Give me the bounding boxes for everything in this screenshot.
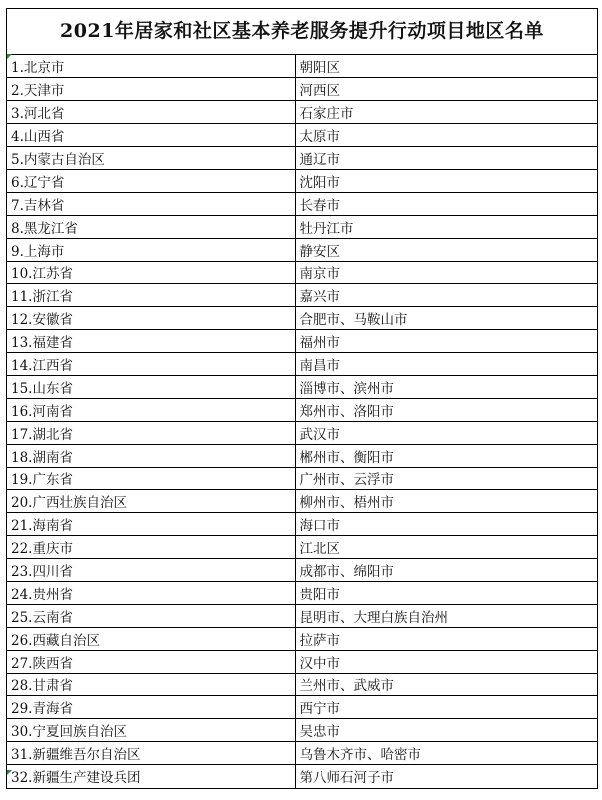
- table-row: [7, 169, 597, 192]
- table-row: [7, 307, 597, 330]
- table-row: [7, 581, 597, 604]
- city-cell: 广州市、云浮市: [295, 467, 597, 490]
- province-cell: 5.内蒙古自治区: [7, 147, 295, 170]
- table-row: [7, 650, 597, 673]
- province-cell: 15.山东省: [7, 375, 295, 398]
- province-cell: 26.西藏自治区: [7, 627, 295, 650]
- table-row: [7, 719, 597, 742]
- table-row: [7, 604, 597, 627]
- city-cell: 西宁市: [295, 696, 597, 719]
- city-cell: 柳州市、梧州市: [295, 490, 597, 513]
- table-row: [7, 559, 597, 582]
- city-cell: 通辽市: [295, 147, 597, 170]
- province-cell: 21.海南省: [7, 513, 295, 536]
- city-cell: 郑州市、洛阳市: [295, 398, 597, 421]
- table-row: [7, 238, 597, 261]
- city-cell: 江北区: [295, 536, 597, 559]
- province-cell: 16.河南省: [7, 398, 295, 421]
- table-row: [7, 261, 597, 284]
- city-cell: 乌鲁木齐市、哈密市: [295, 742, 597, 765]
- province-cell: 10.江苏省: [7, 261, 295, 284]
- table-row: [7, 192, 597, 215]
- table-row: [7, 398, 597, 421]
- table-row: [7, 513, 597, 536]
- province-cell: 31.新疆维吾尔自治区: [7, 742, 295, 765]
- province-cell: 30.宁夏回族自治区: [7, 719, 295, 742]
- province-cell: 4.山西省: [7, 124, 295, 147]
- city-cell: 郴州市、衡阳市: [295, 444, 597, 467]
- table-row: [7, 330, 597, 353]
- province-cell: 19.广东省: [7, 467, 295, 490]
- table-row: [7, 421, 597, 444]
- city-cell: 南京市: [295, 261, 597, 284]
- city-cell: 福州市: [295, 330, 597, 353]
- province-cell: 27.陕西省: [7, 650, 295, 673]
- city-cell: 南昌市: [295, 353, 597, 376]
- city-cell: 成都市、绵阳市: [295, 559, 597, 582]
- city-cell: 石家庄市: [295, 101, 597, 124]
- city-cell: 嘉兴市: [295, 284, 597, 307]
- province-cell: 14.江西省: [7, 353, 295, 376]
- province-cell: 11.浙江省: [7, 284, 295, 307]
- table-row: [7, 101, 597, 124]
- province-cell: 32.新疆生产建设兵团: [7, 765, 295, 788]
- city-cell: 朝阳区: [299, 60, 340, 77]
- city-cell: 河西区: [295, 78, 597, 101]
- document-sheet: [6, 8, 598, 789]
- table-row: [7, 536, 597, 559]
- province-cell: 12.安徽省: [7, 307, 295, 330]
- province-cell: 22.重庆市: [7, 536, 295, 559]
- province-cell: 20.广西壮族自治区: [7, 490, 295, 513]
- province-cell: 25.云南省: [7, 604, 295, 627]
- province-cell: 23.四川省: [7, 559, 295, 582]
- city-cell: 合肥市、马鞍山市: [295, 307, 597, 330]
- city-cell: 昆明市、大理白族自治州: [295, 604, 597, 627]
- province-cell: 13.福建省: [7, 330, 295, 353]
- city-cell: 淄博市、滨州市: [295, 375, 597, 398]
- city-cell: 汉中市: [295, 650, 597, 673]
- city-cell: 吴忠市: [295, 719, 597, 742]
- table-row: [7, 444, 597, 467]
- city-cell: 兰州市、武威市: [295, 673, 597, 696]
- table-row: [7, 284, 597, 307]
- city-cell: 拉萨市: [295, 627, 597, 650]
- province-cell: 1.北京市: [7, 55, 295, 78]
- city-cell: 沈阳市: [295, 169, 597, 192]
- region-table-body: [7, 55, 597, 788]
- region-table: [7, 55, 597, 788]
- cell-marker-icon: [7, 770, 12, 775]
- table-row: [7, 490, 597, 513]
- province-cell: 17.湖北省: [7, 421, 295, 444]
- table-row: [7, 467, 597, 490]
- city-cell: 贵阳市: [295, 581, 597, 604]
- city-cell: 海口市: [295, 513, 597, 536]
- table-row: [7, 215, 597, 238]
- document-title: 2021年居家和社区基本养老服务提升行动项目地区名单: [7, 9, 597, 55]
- table-row: [7, 78, 597, 101]
- province-cell: 8.黑龙江省: [7, 215, 295, 238]
- table-row: [7, 55, 597, 78]
- province-cell: 3.河北省: [7, 101, 295, 124]
- city-cell: 太原市: [295, 124, 597, 147]
- province-cell: 2.天津市: [7, 78, 295, 101]
- table-row: [7, 765, 597, 788]
- cell-marker-icon: [7, 54, 12, 59]
- table-row: [7, 147, 597, 170]
- table-row: [7, 673, 597, 696]
- province-cell: 18.湖南省: [7, 444, 295, 467]
- province-cell: 6.辽宁省: [7, 169, 295, 192]
- province-cell: 24.贵州省: [7, 581, 295, 604]
- province-cell: 28.甘肃省: [7, 673, 295, 696]
- province-cell: 29.青海省: [7, 696, 295, 719]
- province-cell: 9.上海市: [7, 238, 295, 261]
- city-cell: 武汉市: [295, 421, 597, 444]
- city-cell: 第八师石河子市: [295, 765, 597, 788]
- city-cell: 静安区: [295, 238, 597, 261]
- table-row: [7, 375, 597, 398]
- table-row: [7, 353, 597, 376]
- province-cell: 7.吉林省: [7, 192, 295, 215]
- table-row: [7, 742, 597, 765]
- table-row: [7, 627, 597, 650]
- city-cell: 牡丹江市: [295, 215, 597, 238]
- city-cell: 长春市: [295, 192, 597, 215]
- table-row: [7, 696, 597, 719]
- table-row: [7, 124, 597, 147]
